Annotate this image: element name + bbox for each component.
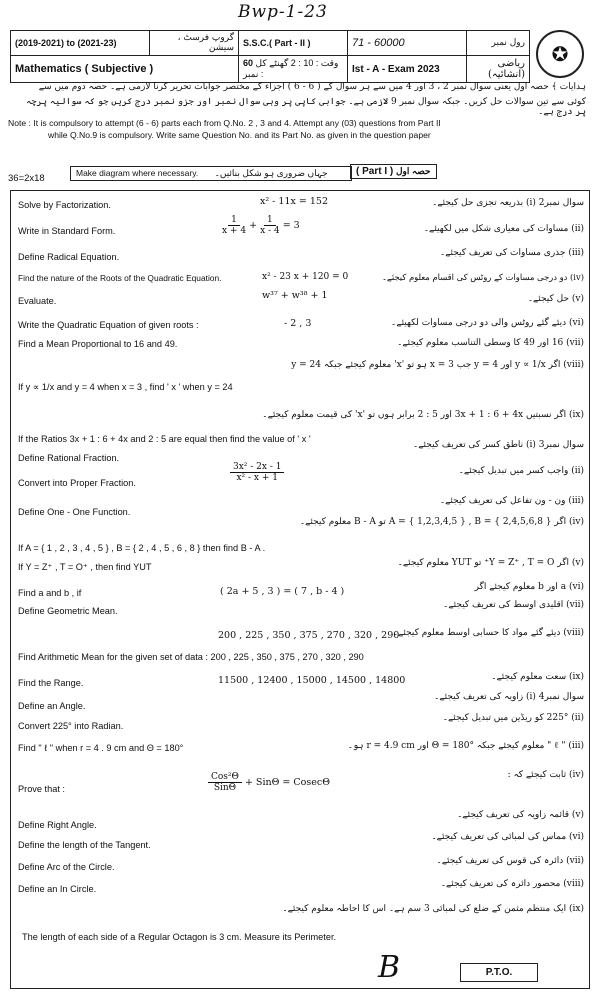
- q2-iv-math: x² - 23 x + 120 = 0: [262, 272, 349, 282]
- q3-iv-en: If A = { 1 , 2 , 3 , 4 , 5 } , B = { 2 , 4 , 5 , 6 , 8 } then find B - A .: [18, 543, 266, 553]
- time-ur: وقت : 10 : 2 گھنٹے کل نمبر :: [243, 58, 339, 79]
- q3-vi-ur: (vi) a اور b معلوم کیجئے اگر: [474, 582, 584, 592]
- time-marks-cell: [239, 56, 348, 83]
- q4-vi-ur: (vi) مماس کی لمبائی کی تعریف کیجئے۔: [431, 832, 584, 842]
- fraction-4: $\frac{\text{Cos²Θ}}{\text{SinΘ}}$: [208, 772, 242, 793]
- q2-viii-ur: (viii) اگر y ∝ 1/x اور y = 4 جب x = 3 ہو تو 'x' معلوم کیجئے جبکہ y = 24: [291, 360, 584, 370]
- q2-v-ur: (v) حل کیجئے۔: [527, 294, 584, 304]
- q2-iii-en: Define Radical Equation.: [18, 252, 120, 262]
- q2-vi-math: - 2 , 3: [284, 318, 312, 329]
- subject-ur-cell: ریاضی (انشائیہ): [467, 56, 530, 83]
- q2-iii-ur: (iii) جذری مساوات کی تعریف کیجئے۔: [439, 248, 584, 258]
- q4-viii-en: Define an In Circle.: [18, 884, 97, 894]
- signature: B: [378, 950, 401, 985]
- q3-v-en: If Y = Z⁺ , T = O⁺ , then find YUT: [18, 562, 152, 572]
- instructions-ur-1: ہدایات ﴾ حصہ اول یعنی سوال نمبر 2 ، 3 اور 4 میں سے ہر سوال کے ( 6 - 6 ) اجزاء کے مختصر جوابات تحریر کرنا لازمی ہے۔ حصہ دوم میں سے: [38, 82, 586, 92]
- q2-v-en: Evaluate.: [18, 296, 57, 306]
- q4-vi-en: Define the length of the Tangent.: [18, 840, 151, 850]
- q3-ix-ur: (ix) سعت معلوم کیجئے۔: [491, 672, 584, 682]
- q4-iii-ur: (iii) " ℓ " معلوم کیجئے جبکہ Θ = 180° اور r = 4.9 cm ہو۔: [347, 741, 584, 751]
- q3-v-ur: (v) اگر Y = Z⁺ , T = O⁺ تو YUT معلوم کیجئے۔: [397, 558, 584, 568]
- diagram-note-ur: جہاں ضروری ہو شکل بنائیں۔: [214, 168, 328, 178]
- q2-viii-en: If y ∝ 1/x and y = 4 when x = 3 , find ' x ' when y = 24: [18, 382, 233, 392]
- q2-ii-math: $\frac{1}{x + 4}$ + $\frac{1}{x - 4}$ = 3: [222, 215, 300, 236]
- subject-cell: Mathematics ( Subjective ): [11, 56, 239, 83]
- roll-code-cell: 71 - 60000: [348, 31, 467, 56]
- q3-viii-en: Find Arithmetic Mean for the given set of data : 200 , 225 , 350 , 375 , 270 , 320 , 290: [18, 652, 364, 662]
- diagram-note: Make diagram where necessary. جہاں ضروری ہو شکل بنائیں۔: [70, 166, 352, 181]
- q3-iv-ur: (iv) اگر A = { 1,2,3,4,5 } , B = { 2,4,5,6,8 } تو B - A معلوم کیجئے۔: [299, 517, 584, 527]
- part-label-ur: حصہ اول: [396, 166, 431, 176]
- q2-ix-en: If the Ratios 3x + 1 : 6 + 4x and 2 : 5 are equal then find the value of ' x ': [18, 434, 311, 444]
- fraction-3: $\frac{\text{3x² - 2x - 1}}{\text{x² - x + 1}}$: [230, 462, 284, 483]
- q4-ix-ur: (ix) ایک منتظم مثمن کے ضلع کی لمبائی 3 سم ہے۔ اس کا احاطہ معلوم کیجئے۔: [282, 904, 584, 914]
- q4-i-en: Define an Angle.: [18, 701, 86, 711]
- roll-label-cell: رول نمبر: [467, 31, 530, 56]
- q4-vii-en: Define Arc of the Circle.: [18, 862, 115, 872]
- exam-cell: S.S.C.( Part - II ): [239, 31, 348, 56]
- q2-vii-ur: (vii) 16 اور 49 کا وسطی التناسب معلوم کیجئے۔: [397, 338, 584, 348]
- q4-i-ur: سوال نمبر4 (i) زاویہ کی تعریف کیجئے۔: [434, 692, 584, 702]
- q4-iv-math: $\frac{\text{Cos²Θ}}{\text{SinΘ}}$ + SinΘ = CosecΘ: [208, 772, 330, 793]
- q3-i-ur: سوال نمبر3 (i) ناطق کسر کی تعریف کیجئے۔: [413, 440, 584, 450]
- q4-iv-ur: (iv) ثابت کیجئے کہ :: [507, 770, 584, 780]
- instructions-ur-2: کوئی سے تین سوالات حل کریں۔ جبکہ سوال نمبر 9 لازمی ہے۔ جوابی کاپی پر وہی سوال نمبر اور جزو نمبر درج کریں جو کہ سوالیہ پرچہ پر درج ہے۔: [25, 97, 586, 117]
- q2-ii-en: Write in Standard Form.: [18, 226, 116, 236]
- q4-v-ur: (v) قائمہ زاویہ کی تعریف کیجئے۔: [457, 810, 584, 820]
- q3-ii-math: [230, 462, 284, 483]
- session-cell: (2019-2021) to (2021-23): [11, 31, 150, 56]
- q4-viii-ur: (viii) محصور دائرہ کی تعریف کیجئے۔: [440, 879, 584, 889]
- q3-ii-ur: (ii) واجب کسر میں تبدیل کیجئے۔: [458, 466, 584, 476]
- header-table: [10, 30, 530, 83]
- q3-ix-math: 11500 , 12400 , 15000 , 14500 , 14800: [218, 675, 406, 686]
- q4-iv-en: Prove that :: [18, 784, 65, 794]
- q2-iv-ur: (iv) دو درجی مساوات کے روٹس کی اقسام معلوم کیجئے۔: [382, 272, 584, 282]
- q3-viii-math: 200 , 225 , 350 , 375 , 270 , 320 , 290: [218, 630, 400, 641]
- marks-value: 60: [243, 58, 254, 68]
- q2-i-ur: سوال نمبر2 (i) بذریعہ تجزی حل کیجئے۔: [432, 198, 584, 208]
- handwritten-code: Bwp-1-23: [238, 2, 328, 22]
- q2-vi-en: Write the Quadratic Equation of given roots :: [18, 320, 199, 330]
- exam-name-cell: Ist - A - Exam 2023: [348, 56, 467, 83]
- q3-iii-ur: (iii) ون - ون تفاعل کی تعریف کیجئے۔: [439, 496, 584, 506]
- q4-ii-en: Convert 225° into Radian.: [18, 721, 124, 731]
- pto-label: P.T.O.: [460, 963, 538, 982]
- q3-i-en: Define Rational Fraction.: [18, 453, 120, 463]
- q3-vii-ur: (vii) اقلیدی اوسط کی تعریف کیجئے۔: [443, 600, 584, 610]
- q3-iii-en: Define One - One Function.: [18, 507, 131, 517]
- q3-ix-en: Find the Range.: [18, 678, 84, 688]
- q4-ix-en: The length of each side of a Regular Octagon is 3 cm. Measure its Perimeter.: [22, 932, 337, 942]
- q2-i-en: Solve by Factorization.: [18, 200, 111, 210]
- q2-i-math: x² - 11x = 152: [260, 196, 328, 207]
- q2-v-math: w³⁷ + w³⁸ + 1: [262, 290, 328, 301]
- q4-iii-en: Find " ℓ " when r = 4 . 9 cm and Θ = 180°: [18, 743, 184, 753]
- q2-vii-en: Find a Mean Proportional to 16 and 49.: [18, 339, 178, 349]
- q2-ii-ur: (ii) مساوات کی معیاری شکل میں لکھیئے۔: [423, 224, 584, 234]
- q3-vi-math: ( 2a + 5 , 3 ) = ( 7 , b - 4 ): [220, 586, 345, 597]
- q3-vi-en: Find a and b , if: [18, 588, 82, 598]
- q3-vii-en: Define Geometric Mean.: [18, 606, 118, 616]
- q3-ii-en: Convert into Proper Fraction.: [18, 478, 136, 488]
- marks-part1: 36=2x18: [8, 173, 45, 184]
- note-line-1: Note : It is compulsory to attempt (6 - 6) parts each from Q.No. 2 , 3 and 4. Attempt any (03) questions from Part II: [8, 118, 441, 128]
- q4-v-en: Define Right Angle.: [18, 820, 97, 830]
- q2-ix-ur: (ix) اگر نسبتیں 3x + 1 : 6 + 4x اور 5 : 2 برابر ہوں تو 'x' کی قیمت معلوم کیجئے۔: [262, 410, 584, 420]
- session-ur-cell: گروپ فرسٹ ، سیشن: [150, 31, 239, 56]
- board-seal-icon: ✪: [536, 30, 584, 78]
- q3-viii-ur: (viii) دیئے گئے مواد کا حسابی اوسط معلوم کیجئے۔: [392, 628, 584, 638]
- q4-vii-ur: (vii) دائرہ کی قوس کی تعریف کیجئے۔: [436, 856, 584, 866]
- q4-ii-ur: (ii) 225° کو ریڈین میں تبدیل کیجئے۔: [442, 713, 584, 723]
- note: [8, 117, 588, 141]
- fraction-2: $\frac{1}{x - 4}$: [260, 215, 280, 236]
- q2-iv-en: Find the nature of the Roots of the Quadratic Equation.: [18, 273, 222, 283]
- note-line-2: while Q.No.9 is compulsory. Write same Question No. and its Part No. as given in the question paper: [48, 130, 431, 140]
- q2-vi-ur: (vi) دیئے گئے روٹس والی دو درجی مساوات لکھیئے۔: [391, 318, 584, 328]
- fraction-1: $\frac{1}{x + 4}$: [222, 215, 247, 236]
- part-label: ( Part I ) حصہ اول: [350, 164, 437, 179]
